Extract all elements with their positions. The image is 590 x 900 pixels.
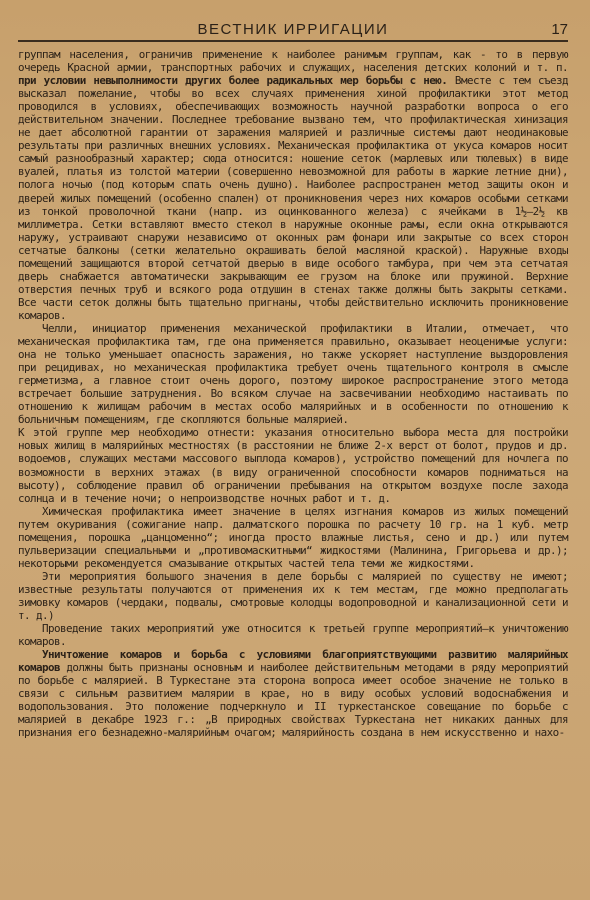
bold-text-run: при условии невыполнимости других более радикальных мер борьбы с нею. xyxy=(18,74,448,88)
paragraph xyxy=(18,505,568,570)
text-run: Вместе с тем съезд высказал пожелание, чтобы во всех случаях применения хиной профилактики этот метод проводился в условиях, обеспечивающих возможность научной разработки вопроса о его действительном значении. Последнее требование вызвано тем, что профилактическая хинизация не дает абсолютной гарантии от заражения малярией и различные системы дают неодинаковые результаты при различных внешних условиях. Механическая профилактика от укуса комаров носит самый разнообразный характер; сюда относится: ношение сеток (марлевых или тюлевых) в виде вуалей, платья из толстой материи (совершенно невозможной для работы в жаркие летние дни), полога ночью (под которым спать очень душно). Наиболее распространен метод защиты окон и дверей жилых помещений (особенно спален) от проникновения через них комаров особыми сетками из тонкой проволочной ткани (напр. из оцинкованного железа) с ячейками в 1½—2½ кв миллиметра. Сетки вставляют вместо стекол в наружные оконные рамы, если окна открываются наружу, устраивают снаружи независимо от оконных рам фонари или закрытые со всех сторон сетчатые балконы (сетки желательно окрашивать белой масляной краской). Наружные входы помещений защищаются второй сетчатой дверью в виде особого тамбура, при чем эта сетчатая дверь снабжается автоматически закрывающим ее грузом на блоке или пружиной. Верхние отверстия печных труб и всякого рода отдушин в стенах также должны быть закрыты сетками. Все части сеток должны быть тщательно пригнаны, чтобы действительно исключить проникновение комаров. xyxy=(18,74,568,322)
journal-title: ВЕСТНИК ИРРИГАЦИИ xyxy=(197,21,389,38)
article-body xyxy=(18,48,568,739)
text-run: Химическая профилактика имеет значение в целях изгнания комаров из жилых помещений путем окуривания (сожигание напр. далматского порошка по расчету 10 гр. на 1 куб. метр помещения, порошка „цанцоменно“; иногда просто влажные листья, сено и др.) или путем пульверизации специальными и „противомаскитными“ жидкостями (Малинина, Григорьева и др.); некоторыми рекомендуется смазывание открытых частей тела теми же жидкостями. xyxy=(18,504,568,570)
text-run: Проведение таких мероприятий уже относится к третьей группе мероприятий—к уничтожению комаров. xyxy=(18,622,568,649)
paragraph xyxy=(18,322,568,426)
text-run: должны быть признаны основным и наиболее действительным методами в ряду мероприятий по борьбе с малярией. В Туркестане эта сторона вопроса имеет особое значение не только в связи с сильным развитием малярии в крае, но в виду особых условий водоснабжения и водопользования. Это положение подчеркнуло и II туркестанское совещание по борьбе с малярией в декабре 1923 г.: „В природных свойствах Туркестана нет никаких данных для признания его безнадежно-малярийным очагом; малярийность создана в нем искусственно и нахо- xyxy=(18,661,568,740)
page-number: 17 xyxy=(551,21,568,38)
text-run: Челли, инициатор применения механической профилактики в Италии, отмечает, что механическая профилактика там, где она применяется правильно, оказывает неоценимые услуги: она не только уменьшает опасность заражения, но также ускоряет наступление выздоровления при рецидивах, но механическая профилактика требует очень тщательного контроля в смысле герметизма, а главное стоит очень дорого, поэтому широкое распространение этого метода встречает большие затруднения. Во всяком случае на засвечивании необходимо настаивать по отношению к жилищам рабочим в местах особо малярийных и в особенности по отношению к больничным помещениям, где скопляются больные малярией. xyxy=(18,321,568,427)
bold-text-run: Уничтожение комаров и борьба с условиями благоприятствующими развитию малярийных комаров xyxy=(18,648,568,675)
text-run: К этой группе мер необходимо отнести: указания относительно выбора места для постройки новых жилищ в малярийных местностях (в расстоянии не ближе 2-х верст от болот, прудов и др. водоемов, служащих местами массового выплода комаров), устройство помещений для ночлега по возможности в верхних этажах (в виду ограниченной способности комаров подниматься на высоту), соблюдение правил об ограничении пребывания на открытом воздухе после захода солнца и в течение ночи; о непроизводстве ночных работ и т. д. xyxy=(18,426,568,505)
paragraph xyxy=(18,570,568,622)
text-run: группам населения, ограничив применение к наиболее ранимым группам, как - то в первую очередь Красной армии, транспортных рабочих и служащих, населения детских колоний и т. п. xyxy=(18,48,568,75)
running-header xyxy=(18,16,568,42)
paragraph xyxy=(18,622,568,648)
text-run: Эти мероприятия большого значения в деле борьбы с малярией по существу не имеют; известные результаты получаются от применения их к тем местам, где можно предполагать зимовку комаров (чердаки, подвалы, смотровые колодцы водопроводной и канализационной сети и т. д.) xyxy=(18,569,568,623)
paragraph xyxy=(18,48,568,322)
paragraph xyxy=(18,648,568,739)
paragraph xyxy=(18,426,568,504)
